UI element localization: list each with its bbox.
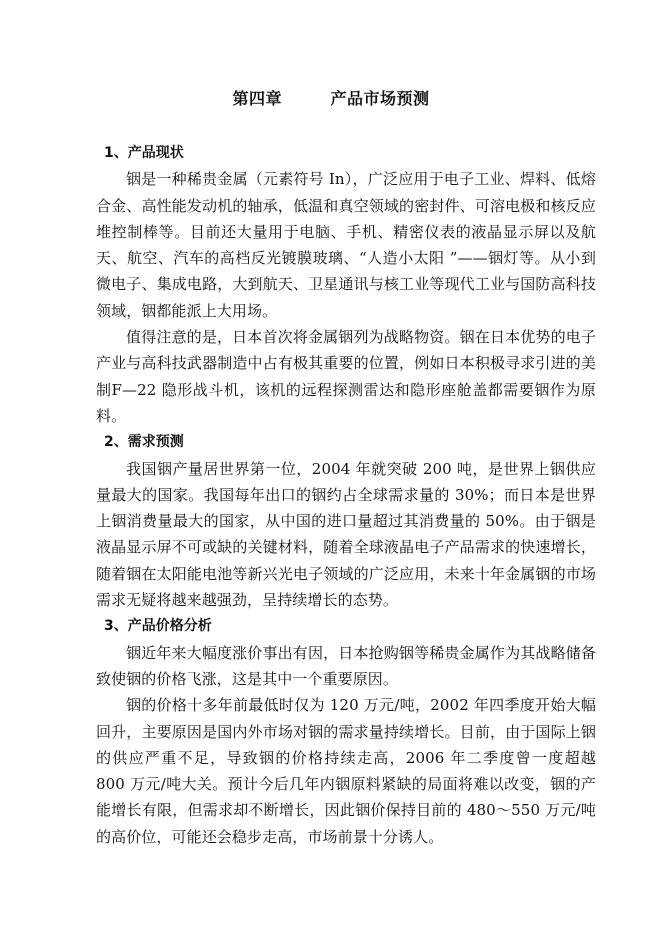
chapter-title: 第四章 产品市场预测 [232, 89, 430, 108]
paragraph-demand-forecast-1: 我国铟产量居世界第一位，2004 年就突破 200 吨，是世界上铟供应量最大的国家。我国每年出口的铟约占全球需求量的 30%；而日本是世界上铟消费量最大的国家，从中国的进口量超过其消费量的 50%。由于铟是液晶显示屏不可或缺的关键材料，随着全球液晶电子产品需求的快速增长，随着铟在太阳能电池等新兴光电子领域的广泛应用，未来十年金属铟的市场需求无疑将越来越强劲，呈持续增长的态势。 [96, 459, 596, 610]
paragraph-product-status-1: 铟是一种稀贵金属（元素符号 In），广泛应用于电子工业、焊料、低熔合金、高性能发动机的轴承，低温和真空领域的密封件、可溶电极和核反应堆控制棒等。目前还大量用于电脑、手机、精密仪表的液晶显示屏以及航天、航空、汽车的高档反光镀膜玻璃、“人造小太阳 ”——铟灯等。从小到微电子、集成电路，大到航天、卫星通讯与核工业等现代工业与国防高科技领域，铟都能派上大用场。 [96, 170, 596, 320]
section-heading-demand-forecast: 2、需求预测 [104, 434, 184, 451]
document-body [96, 140, 596, 850]
section-heading-price-analysis: 3、产品价格分析 [104, 618, 212, 635]
paragraph-price-analysis-1: 铟近年来大幅度涨价事出有因，日本抢购铟等稀贵金属作为其战略储备致使铟的价格飞涨，这是其中一个重要原因。 [96, 643, 596, 688]
section-heading-product-status: 1、产品现状 [104, 145, 184, 161]
paragraph-price-analysis-2: 铟的价格十多年前最低时仅为 120 万元/吨，2002 年四季度开始大幅回升，主要原因是国内外市场对铟的需求量持续增长。目前，由于国际上铟的供应严重不足，导致铟的价格持续走高，2006 年二季度曾一度超越 800 万元/吨大关。预计今后几年内铟原料紧缺的局面将难以改变，铟的产能增长有限，但需求却不断增长，因此铟价保持目前的 480～550 万元/吨的高价位，可能还会稳步走高，市场前景十分诱人。 [96, 696, 596, 846]
paragraph-product-status-2: 值得注意的是，日本首次将金属铟列为战略物资。铟在日本优势的电子产业与高科技武器制造中占有极其重要的位置，例如日本积极寻求引进的美制F—22 隐形战斗机，该机的远程探测雷达和隐形座舱盖都需要铟作为原料。 [96, 328, 596, 425]
